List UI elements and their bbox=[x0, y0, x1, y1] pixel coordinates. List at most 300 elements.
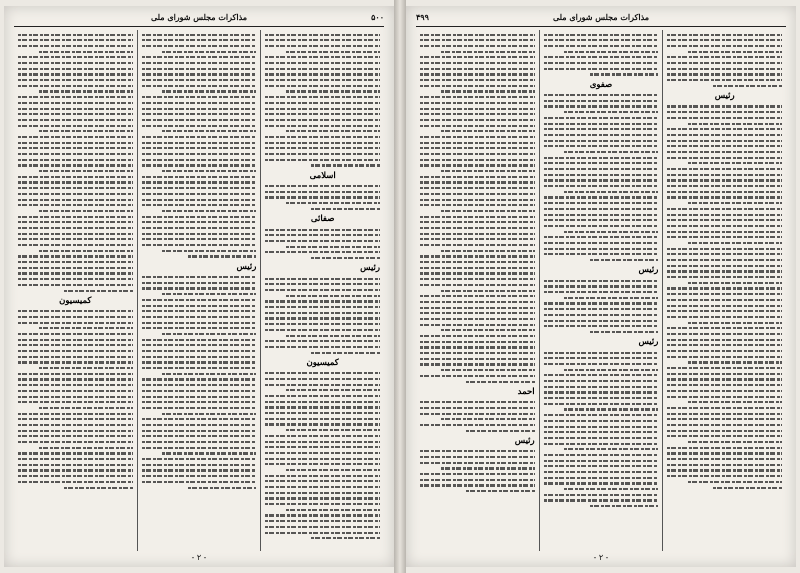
section-heading: صفوی bbox=[589, 79, 613, 90]
text-line bbox=[688, 202, 782, 204]
text-line bbox=[667, 45, 782, 47]
text-line bbox=[544, 214, 659, 216]
text-line bbox=[420, 346, 535, 348]
text-line bbox=[18, 39, 133, 41]
text-line bbox=[420, 341, 535, 343]
text-line bbox=[590, 505, 659, 507]
text-line bbox=[265, 340, 380, 342]
text-line bbox=[142, 216, 257, 218]
text-line bbox=[286, 90, 380, 92]
text-line bbox=[544, 460, 659, 462]
text-line bbox=[420, 153, 535, 155]
text-line bbox=[688, 282, 782, 284]
text-line bbox=[18, 159, 133, 161]
text-line bbox=[18, 108, 133, 110]
text-line bbox=[142, 435, 257, 437]
text-line bbox=[142, 305, 257, 307]
right-page-marker: ۴۹۹ bbox=[416, 12, 429, 22]
text-line bbox=[39, 130, 133, 132]
text-line bbox=[162, 293, 256, 295]
text-line bbox=[18, 176, 133, 178]
text-line bbox=[142, 299, 257, 301]
text-line bbox=[265, 452, 380, 454]
text-line bbox=[590, 73, 659, 75]
text-line bbox=[265, 73, 380, 75]
text-line bbox=[18, 244, 133, 246]
text-line bbox=[544, 386, 659, 388]
text-line bbox=[544, 236, 659, 238]
text-line bbox=[18, 147, 133, 149]
text-line bbox=[544, 352, 659, 354]
text-line bbox=[142, 244, 257, 246]
text-line bbox=[667, 105, 782, 107]
text-line bbox=[142, 233, 257, 235]
text-line bbox=[688, 322, 782, 324]
text-line bbox=[420, 407, 535, 409]
text-line bbox=[544, 437, 659, 439]
text-line bbox=[142, 108, 257, 110]
text-line bbox=[544, 499, 659, 501]
text-line bbox=[667, 68, 782, 70]
text-line bbox=[441, 51, 535, 53]
text-line bbox=[142, 85, 257, 87]
text-line bbox=[142, 68, 257, 70]
text-line bbox=[544, 179, 659, 181]
text-line bbox=[265, 329, 380, 331]
text-line bbox=[667, 424, 782, 426]
text-line bbox=[441, 170, 535, 172]
text-line bbox=[39, 90, 133, 92]
text-line bbox=[18, 344, 133, 346]
text-line bbox=[667, 219, 782, 221]
text-line bbox=[265, 384, 380, 386]
text-line bbox=[265, 229, 380, 231]
text-line bbox=[667, 62, 782, 64]
text-line bbox=[420, 193, 535, 195]
text-line bbox=[667, 34, 782, 36]
text-line bbox=[544, 314, 659, 316]
text-line bbox=[564, 369, 658, 371]
text-line bbox=[265, 497, 380, 499]
text-line bbox=[590, 259, 659, 261]
text-line bbox=[142, 464, 257, 466]
text-line bbox=[286, 429, 380, 431]
text-line bbox=[265, 159, 380, 161]
text-line bbox=[142, 344, 257, 346]
text-line bbox=[544, 123, 659, 125]
text-line bbox=[667, 367, 782, 369]
text-line bbox=[142, 384, 257, 386]
text-line bbox=[544, 174, 659, 176]
text-line bbox=[286, 51, 380, 53]
text-line bbox=[18, 261, 133, 263]
text-line bbox=[142, 327, 257, 329]
section-heading: رئیس bbox=[236, 261, 257, 272]
text-line bbox=[265, 423, 380, 425]
text-line bbox=[142, 34, 257, 36]
text-line bbox=[18, 216, 133, 218]
text-line bbox=[667, 214, 782, 216]
text-line bbox=[667, 39, 782, 41]
text-line bbox=[544, 380, 659, 382]
text-line bbox=[667, 168, 782, 170]
text-line bbox=[18, 255, 133, 257]
text-line bbox=[265, 136, 380, 138]
text-line bbox=[420, 187, 535, 189]
text-line bbox=[39, 210, 133, 212]
text-line bbox=[441, 250, 535, 252]
text-line bbox=[420, 375, 535, 377]
text-line bbox=[420, 413, 535, 415]
text-line bbox=[688, 441, 782, 443]
section-heading: احمد bbox=[517, 386, 535, 397]
left-page-marker: ۵۰۰ bbox=[371, 12, 384, 22]
text-line bbox=[142, 356, 257, 358]
text-line bbox=[18, 79, 133, 81]
text-line bbox=[18, 227, 133, 229]
text-line bbox=[286, 130, 380, 132]
text-line bbox=[420, 278, 535, 280]
text-line bbox=[441, 418, 535, 420]
text-line bbox=[188, 255, 257, 257]
text-line bbox=[265, 401, 380, 403]
text-line bbox=[544, 242, 659, 244]
text-line bbox=[18, 481, 133, 483]
text-line bbox=[667, 390, 782, 392]
text-line bbox=[18, 193, 133, 195]
text-line bbox=[441, 130, 535, 132]
text-line bbox=[265, 346, 380, 348]
text-line bbox=[18, 284, 133, 286]
text-line bbox=[466, 381, 535, 383]
text-line bbox=[265, 191, 380, 193]
text-line bbox=[420, 56, 535, 58]
text-line bbox=[420, 335, 535, 337]
text-line bbox=[18, 401, 133, 403]
text-line bbox=[590, 331, 659, 333]
text-line bbox=[420, 199, 535, 201]
text-line bbox=[667, 418, 782, 420]
text-line bbox=[713, 85, 782, 87]
left-page-footer: - ۲ - bbox=[191, 553, 207, 562]
text-line bbox=[420, 301, 535, 303]
text-line bbox=[18, 396, 133, 398]
text-line bbox=[667, 413, 782, 415]
text-line bbox=[667, 248, 782, 250]
text-line bbox=[564, 111, 658, 113]
text-line bbox=[18, 278, 133, 280]
text-line bbox=[265, 486, 380, 488]
text-line bbox=[162, 452, 256, 454]
text-line bbox=[18, 378, 133, 380]
text-line bbox=[667, 299, 782, 301]
text-line bbox=[667, 151, 782, 153]
text-line bbox=[667, 270, 782, 272]
text-line bbox=[265, 441, 380, 443]
text-line bbox=[142, 407, 257, 409]
right-page-footer: - ۲ - bbox=[593, 553, 609, 562]
text-line bbox=[265, 435, 380, 437]
text-line bbox=[667, 384, 782, 386]
text-line bbox=[420, 401, 535, 403]
text-line bbox=[688, 123, 782, 125]
text-line bbox=[39, 327, 133, 329]
text-line bbox=[265, 96, 380, 98]
text-line bbox=[18, 452, 133, 454]
text-line bbox=[265, 532, 380, 534]
text-line bbox=[466, 430, 535, 432]
text-line bbox=[265, 119, 380, 121]
text-line bbox=[265, 289, 380, 291]
text-line bbox=[142, 418, 257, 420]
text-line bbox=[265, 418, 380, 420]
text-line bbox=[667, 464, 782, 466]
text-line bbox=[420, 181, 535, 183]
text-line bbox=[420, 45, 535, 47]
text-line bbox=[544, 68, 659, 70]
left-header-title: مذاکرات مجلس شورای ملی bbox=[150, 12, 248, 22]
text-line bbox=[667, 378, 782, 380]
left-col-3 bbox=[14, 30, 137, 551]
text-line bbox=[18, 56, 133, 58]
text-line bbox=[441, 369, 535, 371]
text-line bbox=[544, 454, 659, 456]
text-line bbox=[162, 90, 256, 92]
text-line bbox=[162, 373, 256, 375]
text-line bbox=[18, 45, 133, 47]
text-line bbox=[311, 352, 380, 354]
text-line bbox=[544, 302, 659, 304]
text-line bbox=[544, 291, 659, 293]
text-line bbox=[544, 134, 659, 136]
text-line bbox=[688, 51, 782, 53]
text-line bbox=[544, 465, 659, 467]
text-line bbox=[188, 487, 257, 489]
text-line bbox=[466, 490, 535, 492]
text-line bbox=[667, 350, 782, 352]
text-line bbox=[441, 90, 535, 92]
text-line bbox=[544, 56, 659, 58]
section-heading: رئیس bbox=[514, 435, 535, 446]
text-line bbox=[265, 142, 380, 144]
text-line bbox=[544, 45, 659, 47]
text-line bbox=[544, 185, 659, 187]
text-line bbox=[667, 316, 782, 318]
text-line bbox=[544, 363, 659, 365]
text-line bbox=[18, 136, 133, 138]
text-line bbox=[420, 295, 535, 297]
text-line bbox=[142, 159, 257, 161]
text-line bbox=[142, 282, 257, 284]
text-line bbox=[18, 34, 133, 36]
text-line bbox=[18, 333, 133, 335]
text-line bbox=[162, 51, 256, 53]
text-line bbox=[544, 162, 659, 164]
text-line bbox=[142, 310, 257, 312]
text-line bbox=[265, 62, 380, 64]
text-line bbox=[544, 426, 659, 428]
text-line bbox=[265, 283, 380, 285]
text-line bbox=[544, 100, 659, 102]
text-line bbox=[142, 39, 257, 41]
text-line bbox=[286, 202, 380, 204]
text-line bbox=[544, 397, 659, 399]
text-line bbox=[265, 412, 380, 414]
section-heading: کمیسیون bbox=[306, 357, 339, 368]
text-line bbox=[286, 295, 380, 297]
text-line bbox=[39, 170, 133, 172]
text-line bbox=[265, 153, 380, 155]
text-line bbox=[564, 51, 658, 53]
text-line bbox=[142, 56, 257, 58]
text-line bbox=[667, 253, 782, 255]
text-line bbox=[544, 225, 659, 227]
text-line bbox=[18, 125, 133, 127]
book-gutter bbox=[394, 0, 406, 573]
text-line bbox=[667, 339, 782, 341]
text-line bbox=[162, 413, 256, 415]
text-line bbox=[142, 481, 257, 483]
text-line bbox=[142, 187, 257, 189]
text-line bbox=[420, 159, 535, 161]
text-line bbox=[564, 488, 658, 490]
text-line bbox=[564, 151, 658, 153]
text-line bbox=[142, 339, 257, 341]
right-col-3 bbox=[416, 30, 539, 551]
text-line bbox=[544, 391, 659, 393]
left-page-header bbox=[14, 10, 384, 27]
text-line bbox=[265, 446, 380, 448]
text-line bbox=[142, 96, 257, 98]
text-line bbox=[667, 452, 782, 454]
text-line bbox=[667, 344, 782, 346]
text-line bbox=[142, 378, 257, 380]
text-line bbox=[18, 441, 133, 443]
text-line bbox=[286, 246, 380, 248]
text-line bbox=[420, 96, 535, 98]
text-line bbox=[18, 181, 133, 183]
text-line bbox=[667, 191, 782, 193]
text-line bbox=[142, 62, 257, 64]
text-line bbox=[265, 520, 380, 522]
text-line bbox=[441, 467, 535, 469]
text-line bbox=[142, 475, 257, 477]
text-line bbox=[18, 153, 133, 155]
text-line bbox=[420, 284, 535, 286]
text-line bbox=[544, 208, 659, 210]
text-line bbox=[142, 181, 257, 183]
text-line bbox=[18, 361, 133, 363]
text-line bbox=[544, 128, 659, 130]
text-line bbox=[311, 164, 380, 166]
text-line bbox=[142, 204, 257, 206]
text-line bbox=[18, 424, 133, 426]
text-line bbox=[544, 117, 659, 119]
text-line bbox=[265, 278, 380, 280]
text-line bbox=[265, 503, 380, 505]
text-line bbox=[18, 113, 133, 115]
text-line bbox=[64, 487, 133, 489]
text-line bbox=[142, 238, 257, 240]
text-line bbox=[142, 45, 257, 47]
text-line bbox=[265, 240, 380, 242]
text-line bbox=[688, 401, 782, 403]
text-line bbox=[420, 147, 535, 149]
text-line bbox=[667, 79, 782, 81]
text-line bbox=[18, 464, 133, 466]
right-col-1 bbox=[662, 30, 786, 551]
text-line bbox=[18, 199, 133, 201]
text-line bbox=[667, 179, 782, 181]
text-line bbox=[265, 480, 380, 482]
text-line bbox=[667, 196, 782, 198]
section-heading: صفائی bbox=[310, 213, 335, 224]
text-line bbox=[544, 477, 659, 479]
text-line bbox=[667, 236, 782, 238]
text-line bbox=[420, 324, 535, 326]
text-line bbox=[265, 317, 380, 319]
text-line bbox=[544, 374, 659, 376]
text-line bbox=[420, 102, 535, 104]
section-heading: کمیسیون bbox=[59, 295, 92, 306]
text-line bbox=[142, 221, 257, 223]
text-line bbox=[420, 216, 535, 218]
text-line bbox=[544, 219, 659, 221]
text-line bbox=[420, 272, 535, 274]
text-line bbox=[420, 318, 535, 320]
text-line bbox=[265, 102, 380, 104]
text-line bbox=[667, 287, 782, 289]
text-line bbox=[667, 56, 782, 58]
text-line bbox=[265, 45, 380, 47]
text-line bbox=[667, 469, 782, 471]
text-line bbox=[564, 448, 658, 450]
text-line bbox=[420, 164, 535, 166]
text-line bbox=[667, 259, 782, 261]
text-line bbox=[265, 196, 380, 198]
text-line bbox=[420, 363, 535, 365]
text-line bbox=[142, 441, 257, 443]
text-line bbox=[18, 68, 133, 70]
text-line bbox=[667, 73, 782, 75]
text-line bbox=[18, 435, 133, 437]
text-line bbox=[18, 469, 133, 471]
text-line bbox=[142, 136, 257, 138]
text-line bbox=[688, 162, 782, 164]
text-line bbox=[142, 350, 257, 352]
text-line bbox=[420, 108, 535, 110]
text-line bbox=[667, 305, 782, 307]
text-line bbox=[420, 119, 535, 121]
text-line bbox=[39, 407, 133, 409]
text-line bbox=[544, 196, 659, 198]
text-line bbox=[688, 242, 782, 244]
text-line bbox=[265, 39, 380, 41]
text-line bbox=[420, 261, 535, 263]
text-line bbox=[18, 119, 133, 121]
text-line bbox=[667, 157, 782, 159]
text-line bbox=[544, 39, 659, 41]
text-line bbox=[420, 267, 535, 269]
text-line bbox=[544, 145, 659, 147]
right-col-2 bbox=[539, 30, 663, 551]
text-line bbox=[265, 378, 380, 380]
text-line bbox=[18, 316, 133, 318]
text-line bbox=[18, 164, 133, 166]
text-line bbox=[18, 413, 133, 415]
text-line bbox=[420, 255, 535, 257]
text-line bbox=[142, 119, 257, 121]
